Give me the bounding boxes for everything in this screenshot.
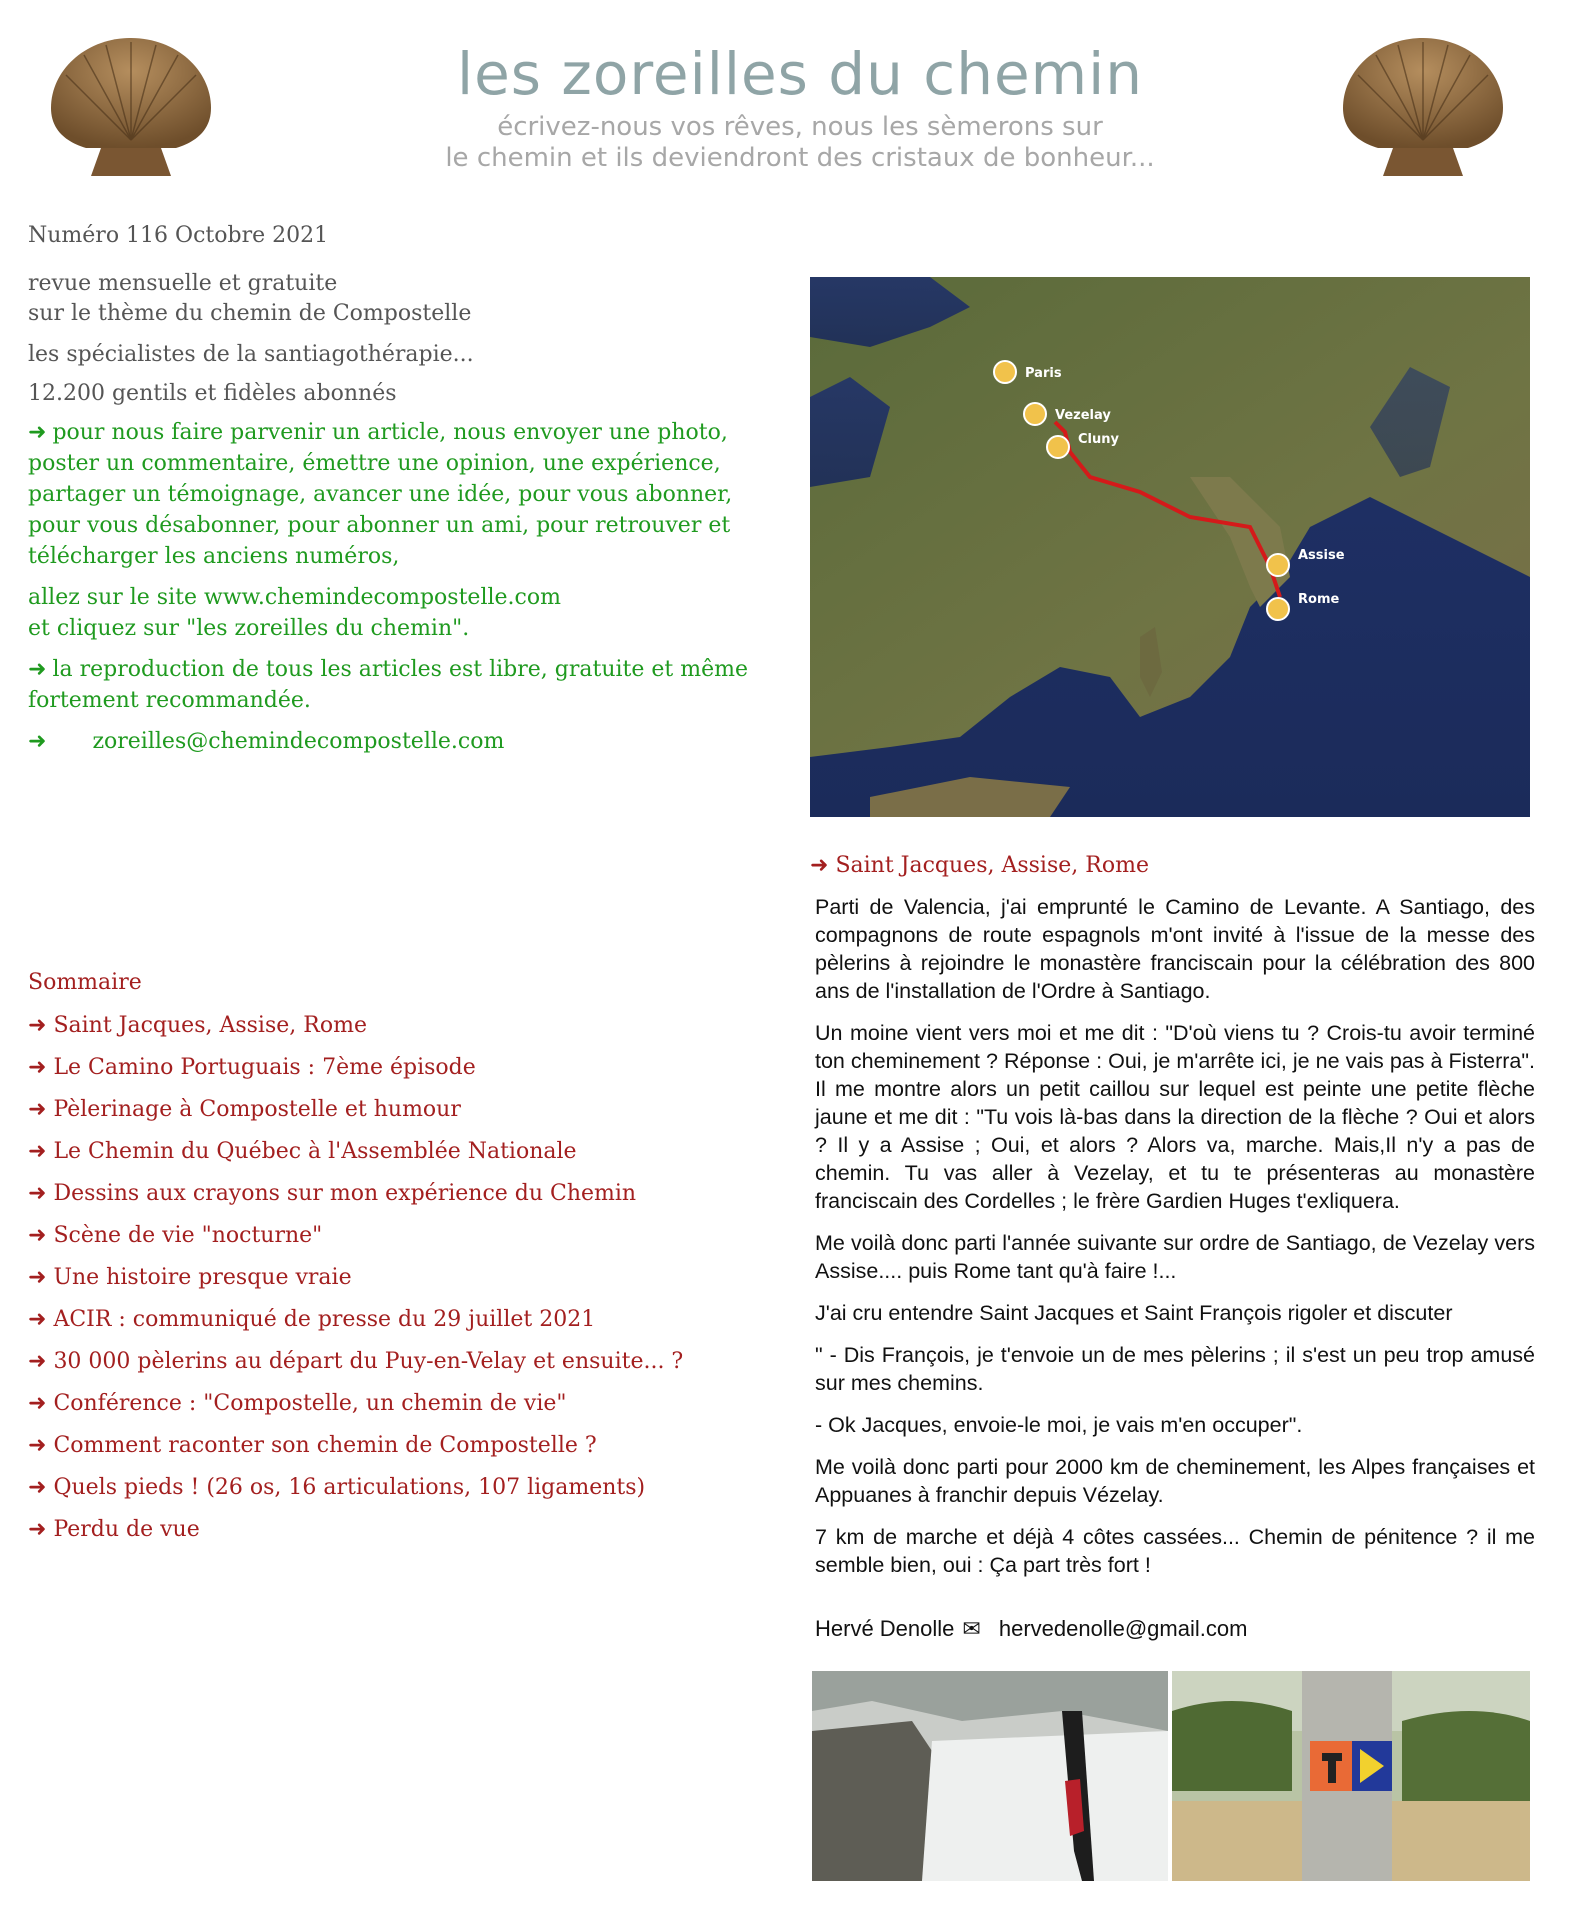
summary-item-label: Saint Jacques, Assise, Rome <box>53 1013 367 1038</box>
issue-number: Numéro 116 Octobre 2021 <box>28 223 329 248</box>
summary-item[interactable] <box>28 1425 768 1467</box>
article-paragraph: - Ok Jacques, envoie-le moi, je vais m'en occuper". <box>815 1413 1303 1437</box>
summary-item-label: Une histoire presque vraie <box>53 1265 352 1290</box>
summary-item-label: Le Chemin du Québec à l'Assemblée Nationale <box>53 1139 577 1164</box>
email-paragraph <box>28 726 768 757</box>
summary-item-label: Quels pieds ! (26 os, 16 articulations, 107 ligaments) <box>53 1475 646 1500</box>
arrow-right-icon: ➜ <box>28 420 47 445</box>
article-paragraph: J'ai cru entendre Saint Jacques et Saint François rigoler et discuter <box>815 1301 1453 1325</box>
route-map-image <box>810 277 1530 817</box>
summary-item[interactable] <box>28 1467 768 1509</box>
article-paragraph: " - Dis François, je t'envoie un de mes pèlerins ; il s'est un peu trop amusé sur mes chemins. <box>815 1343 1535 1395</box>
author-email-link[interactable]: hervedenolle@gmail.com <box>998 1616 1248 1641</box>
summary-item[interactable] <box>28 1173 768 1215</box>
summary-item[interactable] <box>28 1047 768 1089</box>
article-paragraph: Parti de Valencia, j'ai emprunté le Camino de Levante. A Santiago, des compagnons de route espagnols m'ont invité à l'issue de la messe des pèlerins à rejoindre le monastère franciscain pour la célébration des 800 ans de l'installation de l'Ordre à Santiago. <box>815 895 1535 1003</box>
arrow-right-icon: ➜ <box>28 1517 47 1542</box>
article-paragraph: Me voilà donc parti pour 2000 km de cheminement, les Alpes françaises et Appuanes à franchir depuis Vézelay. <box>815 1455 1535 1507</box>
subscriber-count: 12.200 gentils et fidèles abonnés <box>28 381 397 406</box>
arrow-right-icon: ➜ <box>28 1097 47 1122</box>
author-signature <box>815 1616 1247 1642</box>
summary-item-label: Comment raconter son chemin de Compostelle ? <box>53 1433 597 1458</box>
arrow-right-icon: ➜ <box>28 729 47 754</box>
envelope-icon: ✉ <box>962 1616 981 1641</box>
summary-item[interactable] <box>28 1089 768 1131</box>
trekking-pole-snow-photo <box>812 1671 1168 1881</box>
article-title <box>810 853 1149 878</box>
arrow-right-icon: ➜ <box>810 853 829 878</box>
arrow-right-icon: ➜ <box>28 1055 47 1080</box>
map-label-vezelay: Vezelay <box>1055 408 1111 423</box>
reproduction-text: la reproduction de tous les articles est libre, gratuite et même fortement recommandée. <box>28 657 749 713</box>
arrow-right-icon: ➜ <box>28 1307 47 1332</box>
description-line-1: revue mensuelle et gratuite <box>28 271 338 296</box>
reproduction-paragraph <box>28 654 768 716</box>
site-link[interactable]: allez sur le site www.chemindecompostelle.com <box>28 585 561 610</box>
arrow-right-icon: ➜ <box>28 1475 47 1500</box>
article-body <box>815 893 1535 1593</box>
scallop-shell-logo-left <box>46 30 216 178</box>
newsletter-title: les zoreilles du chemin <box>456 40 1144 108</box>
summary-item[interactable] <box>28 1299 768 1341</box>
summary-item[interactable] <box>28 1341 768 1383</box>
contact-paragraph <box>28 417 768 572</box>
contact-text: pour nous faire parvenir un article, nous envoyer une photo, poster un commentaire, émettre une opinion, une expérience, partager un témoignage, avancer une idée, pour vous abonner, pour vous désabonner, pour abonner un ami, pour retrouver et télécharger les anciens numéros, <box>28 420 733 569</box>
summary-heading: Sommaire <box>28 970 142 995</box>
summary-item[interactable] <box>28 1257 768 1299</box>
summary-item-label: ACIR : communiqué de presse du 29 juillet 2021 <box>53 1307 596 1332</box>
author-name: Hervé Denolle <box>815 1616 955 1641</box>
article-paragraph: Un moine vient vers moi et me dit : "D'où viens tu ? Crois-tu avoir terminé ton cheminement ? Réponse : Oui, je m'arrête ici, je ne vais pas à Fisterra". Il me montre alors un petit caillou sur lequel est peinte une petite flèche jaune et me dit : "Tu vois là-bas dans la direction de la flèche ? Oui et alors ? Il y a Assise ; Oui, et alors ? Alors va, marche. Mais,Il n'y a pas de chemin. Tu vas aller à Vezelay, et tu te présenteras au monastère franciscain des Cordelles ; le frère Gardien Huges t'exliquera. <box>815 1021 1535 1213</box>
summary-item[interactable] <box>28 1509 768 1551</box>
newsletter-email-link[interactable]: zoreilles@chemindecompostelle.com <box>92 729 505 754</box>
arrow-right-icon: ➜ <box>28 1391 47 1416</box>
specialists-text: les spécialistes de la santiagothérapie... <box>28 342 474 367</box>
arrow-right-icon: ➜ <box>28 1349 47 1374</box>
site-instruction: et cliquez sur "les zoreilles du chemin". <box>28 616 470 641</box>
summary-item-label: Perdu de vue <box>53 1517 200 1542</box>
summary-item[interactable] <box>28 1131 768 1173</box>
arrow-right-icon: ➜ <box>28 1181 47 1206</box>
map-label-rome: Rome <box>1298 592 1340 607</box>
arrow-right-icon: ➜ <box>28 1223 47 1248</box>
article-paragraph: 7 km de marche et déjà 4 côtes cassées... Chemin de pénitence ? il me semble bien, oui : Ça part très fort ! <box>815 1525 1535 1577</box>
summary-item[interactable] <box>28 1215 768 1257</box>
summary-item[interactable] <box>28 1383 768 1425</box>
intro-column <box>28 220 768 767</box>
article-title-text: Saint Jacques, Assise, Rome <box>835 853 1149 878</box>
summary-item-label: Pèlerinage à Compostelle et humour <box>53 1097 461 1122</box>
arrow-right-icon: ➜ <box>28 1433 47 1458</box>
site-paragraph <box>28 582 768 644</box>
description <box>28 269 768 329</box>
summary-item-label: 30 000 pèlerins au départ du Puy-en-Velay et ensuite... ? <box>53 1349 684 1374</box>
subtitle-line-2: le chemin et ils deviendront des cristaux de bonheur... <box>445 143 1155 173</box>
subtitle-line-1: écrivez-nous vos rêves, nous les sèmerons sur <box>497 112 1103 142</box>
pilgrim-marker-post-photo <box>1172 1671 1530 1881</box>
description-line-2: sur le thème du chemin de Compostelle <box>28 301 472 326</box>
arrow-right-icon: ➜ <box>28 1013 47 1038</box>
newsletter-subtitle <box>300 112 1300 174</box>
map-label-assise: Assise <box>1298 548 1345 563</box>
scallop-shell-logo-right <box>1338 30 1508 178</box>
arrow-right-icon: ➜ <box>28 657 47 682</box>
summary-item-label: Le Camino Portuguais : 7ème épisode <box>53 1055 476 1080</box>
summary-item-label: Conférence : "Compostelle, un chemin de vie" <box>53 1391 567 1416</box>
summary-item[interactable] <box>28 1005 768 1047</box>
article-paragraph: Me voilà donc parti l'année suivante sur ordre de Santiago, de Vezelay vers Assise.... puis Rome tant qu'à faire !... <box>815 1231 1535 1283</box>
map-label-cluny: Cluny <box>1078 432 1119 447</box>
summary-item-label: Scène de vie "nocturne" <box>53 1223 323 1248</box>
arrow-right-icon: ➜ <box>28 1265 47 1290</box>
map-label-paris: Paris <box>1025 366 1062 381</box>
table-of-contents <box>28 970 768 1551</box>
summary-item-label: Dessins aux crayons sur mon expérience du Chemin <box>53 1181 637 1206</box>
arrow-right-icon: ➜ <box>28 1139 47 1164</box>
summary-list <box>28 1005 768 1551</box>
